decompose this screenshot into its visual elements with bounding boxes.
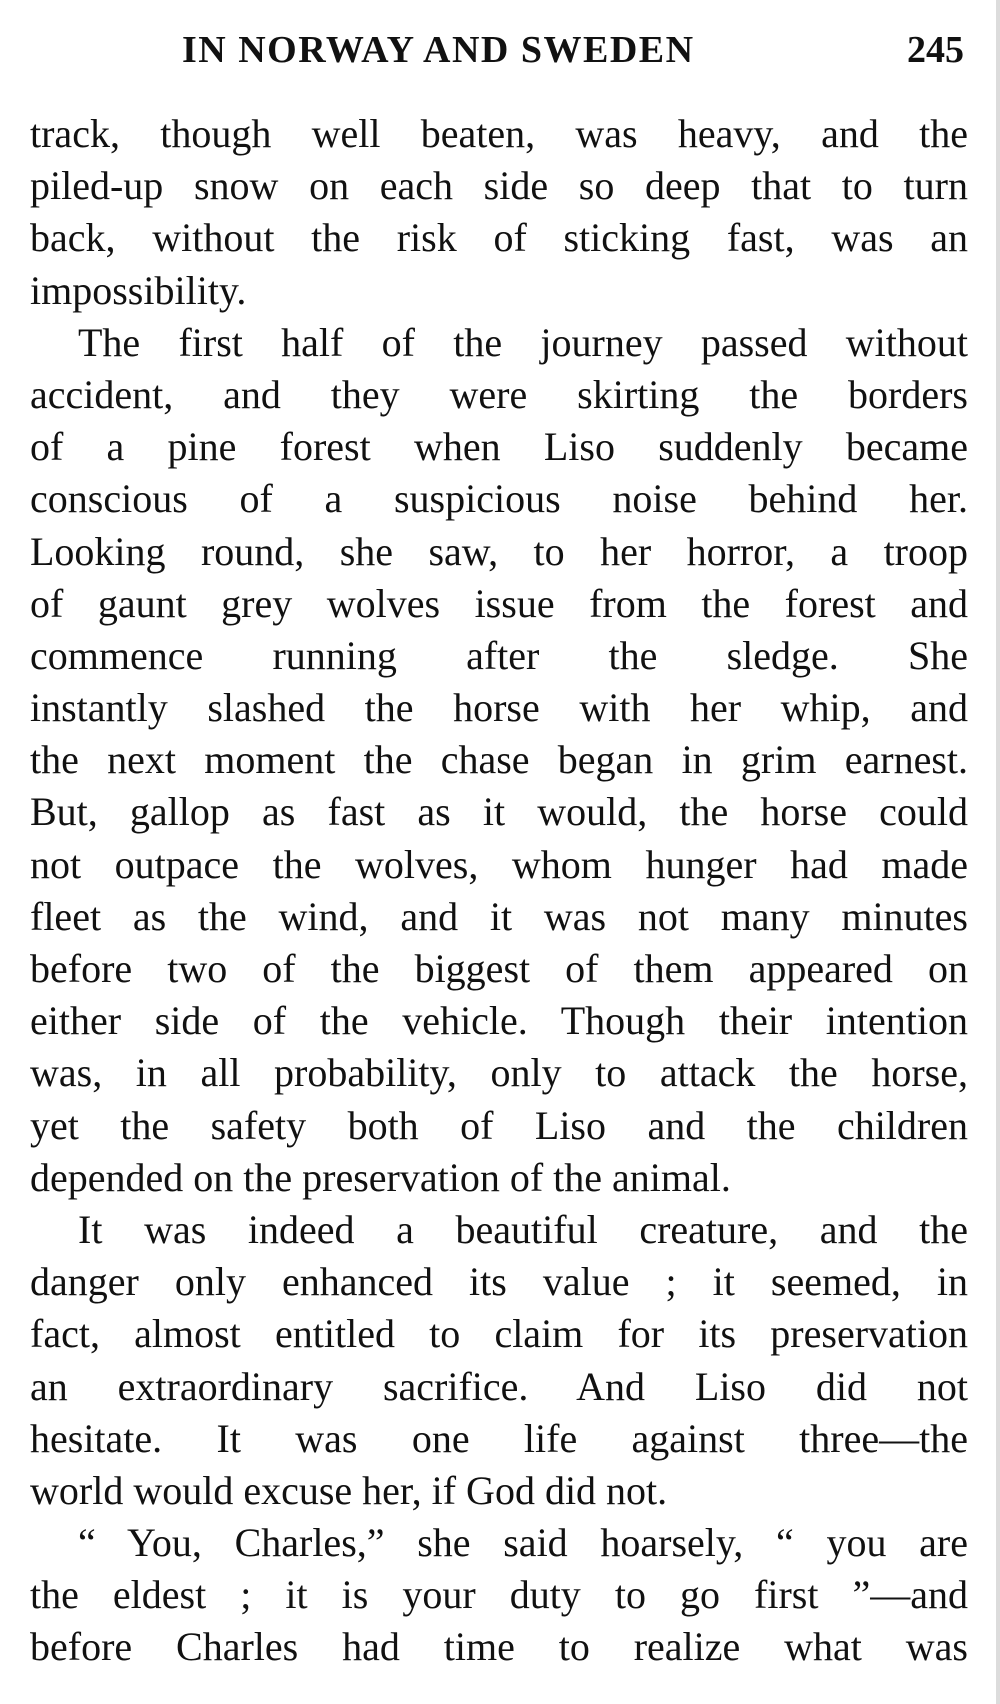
text-line: commence running after the sledge. She: [30, 632, 968, 678]
text-line: the eldest ; it is your duty to go first ”—and: [30, 1572, 968, 1618]
text-line: fleet as the wind, and it was not many minutes: [30, 893, 968, 939]
text-line: conscious of a suspicious noise behind her.: [30, 476, 968, 522]
body-text: [30, 108, 968, 1674]
text-line: before Charles had time to realize what was: [30, 1624, 968, 1670]
text-line: track, though well beaten, was heavy, and the: [30, 111, 968, 156]
text-line: yet the safety both of Liso and the children: [30, 1102, 968, 1148]
text-line: impossibility.: [30, 267, 247, 313]
running-head-title: IN NORWAY AND SWEDEN: [182, 29, 695, 71]
text-line: not outpace the wolves, whom hunger had made: [30, 841, 968, 887]
running-head: [0, 28, 1000, 78]
text-line: world would excuse her, if God did not.: [30, 1467, 668, 1513]
text-line: accident, and they were skirting the borders: [30, 371, 968, 417]
text-line: back, without the risk of sticking fast, was an: [30, 215, 968, 261]
text-line: danger only enhanced its value ; it seemed, in: [30, 1259, 968, 1305]
text-line: But, gallop as fast as it would, the horse could: [30, 789, 968, 835]
text-line: was, in all probability, only to attack the horse,: [30, 1050, 968, 1096]
page-edge-shadow: [996, 0, 1000, 1704]
text-line: an extraordinary sacrifice. And Liso did not: [30, 1363, 968, 1409]
text-line: of gaunt grey wolves issue from the forest and: [30, 580, 968, 626]
text-line: depended on the preservation of the animal.: [30, 1154, 731, 1200]
paragraph-first-line: It was indeed a beautiful creature, and the: [78, 1206, 968, 1252]
text-line: fact, almost entitled to claim for its preservation: [30, 1311, 968, 1357]
text-line: Looking round, she saw, to her horror, a troop: [30, 528, 968, 574]
text-line: hesitate. It was one life against three—the: [30, 1415, 968, 1461]
paragraph-first-line: “ You, Charles,” she said hoarsely, “ you are: [78, 1520, 968, 1566]
text-line: of a pine forest when Liso suddenly became: [30, 424, 968, 470]
text-line: instantly slashed the horse with her whip, and: [30, 685, 968, 731]
text-line: either side of the vehicle. Though their intention: [30, 998, 968, 1044]
page-number: 245: [907, 29, 964, 71]
text-line: piled-up snow on each side so deep that to turn: [30, 163, 968, 209]
paragraph-first-line: The first half of the journey passed without: [78, 319, 968, 365]
text-line: before two of the biggest of them appeared on: [30, 946, 968, 991]
text-line: the next moment the chase began in grim earnest.: [30, 737, 968, 783]
